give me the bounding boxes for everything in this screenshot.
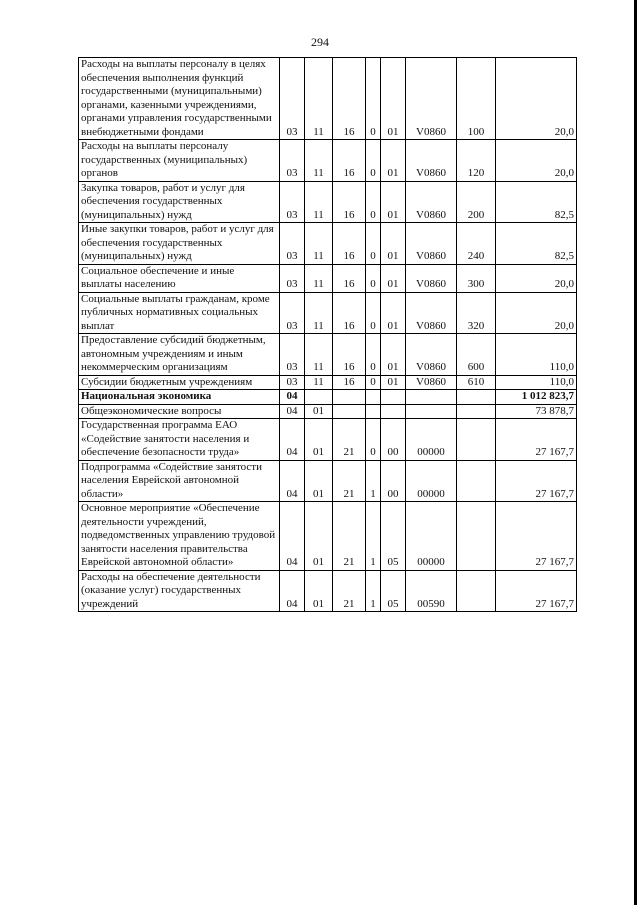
page-number: 294 [311, 35, 329, 49]
program-code-cell: 16 [333, 264, 366, 292]
program-code-cell [333, 404, 366, 419]
expense-type-cell: 120 [457, 140, 496, 182]
amount-cell: 20,0 [496, 58, 577, 140]
expense-type-cell [457, 404, 496, 419]
section-code-cell: 04 [280, 404, 305, 419]
section-code-cell: 03 [280, 140, 305, 182]
direction-code-cell: V0860 [406, 181, 457, 223]
direction-code-cell: 00000 [406, 502, 457, 571]
direction-code-cell: V0860 [406, 375, 457, 390]
activity-code-cell: 01 [381, 375, 406, 390]
activity-code-cell: 00 [381, 419, 406, 461]
section-code-cell: 03 [280, 334, 305, 376]
activity-code-cell: 01 [381, 223, 406, 265]
amount-cell: 110,0 [496, 334, 577, 376]
section-code-cell: 03 [280, 58, 305, 140]
expense-type-cell: 320 [457, 292, 496, 334]
subsection-code-cell: 11 [305, 181, 333, 223]
subprogram-code-cell: 0 [366, 419, 381, 461]
expense-type-cell: 300 [457, 264, 496, 292]
amount-cell: 20,0 [496, 264, 577, 292]
table-row [79, 223, 577, 265]
subprogram-code-cell: 1 [366, 502, 381, 571]
subsection-code-cell: 01 [305, 570, 333, 612]
row-name-cell: Закупка товаров, работ и услуг для обеспечения государственных (муниципальных) нужд [79, 181, 280, 223]
program-code-cell: 16 [333, 181, 366, 223]
amount-cell: 82,5 [496, 223, 577, 265]
table-row [79, 390, 577, 405]
section-code-cell: 04 [280, 570, 305, 612]
row-name-cell: Расходы на выплаты персоналу в целях обеспечения выполнения функций государственными (муниципальными) органами, казенными учреждениями, органами управления государственными внебюджетными фондами [79, 58, 280, 140]
table-row [79, 419, 577, 461]
row-name-cell: Иные закупки товаров, работ и услуг для обеспечения государственных (муниципальных) нужд [79, 223, 280, 265]
row-name-cell: Социальное обеспечение и иные выплаты населению [79, 264, 280, 292]
section-code-cell: 04 [280, 419, 305, 461]
activity-code-cell: 01 [381, 264, 406, 292]
subsection-code-cell: 11 [305, 292, 333, 334]
subprogram-code-cell: 0 [366, 375, 381, 390]
page-edge-rule [634, 0, 637, 905]
subprogram-code-cell: 0 [366, 264, 381, 292]
subsection-code-cell [305, 390, 333, 405]
amount-cell: 27 167,7 [496, 460, 577, 502]
table-row [79, 181, 577, 223]
table-row [79, 292, 577, 334]
row-name-cell: Национальная экономика [79, 390, 280, 405]
activity-code-cell: 01 [381, 58, 406, 140]
program-code-cell: 21 [333, 419, 366, 461]
program-code-cell: 21 [333, 570, 366, 612]
section-code-cell: 04 [280, 502, 305, 571]
expense-type-cell [457, 460, 496, 502]
program-code-cell: 16 [333, 292, 366, 334]
row-name-cell: Государственная программа ЕАО «Содействие занятости населения и обеспечение безопасности труда» [79, 419, 280, 461]
subsection-code-cell: 11 [305, 264, 333, 292]
program-code-cell: 21 [333, 460, 366, 502]
row-name-cell: Общеэкономические вопросы [79, 404, 280, 419]
activity-code-cell: 01 [381, 181, 406, 223]
subsection-code-cell: 01 [305, 460, 333, 502]
activity-code-cell: 01 [381, 334, 406, 376]
program-code-cell: 16 [333, 58, 366, 140]
subprogram-code-cell: 0 [366, 223, 381, 265]
amount-cell: 20,0 [496, 292, 577, 334]
row-name-cell: Подпрограмма «Содействие занятости населения Еврейской автономной области» [79, 460, 280, 502]
program-code-cell: 21 [333, 502, 366, 571]
amount-cell: 73 878,7 [496, 404, 577, 419]
subprogram-code-cell: 0 [366, 140, 381, 182]
direction-code-cell [406, 390, 457, 405]
subsection-code-cell: 01 [305, 502, 333, 571]
activity-code-cell: 05 [381, 570, 406, 612]
expense-type-cell [457, 570, 496, 612]
expense-type-cell [457, 390, 496, 405]
amount-cell: 110,0 [496, 375, 577, 390]
direction-code-cell: V0860 [406, 58, 457, 140]
program-code-cell: 16 [333, 334, 366, 376]
section-code-cell: 03 [280, 375, 305, 390]
expense-type-cell: 240 [457, 223, 496, 265]
section-code-cell: 03 [280, 223, 305, 265]
subsection-code-cell: 11 [305, 58, 333, 140]
program-code-cell: 16 [333, 223, 366, 265]
amount-cell: 20,0 [496, 140, 577, 182]
section-code-cell: 03 [280, 181, 305, 223]
expense-type-cell: 600 [457, 334, 496, 376]
table-row [79, 460, 577, 502]
activity-code-cell: 00 [381, 460, 406, 502]
expense-type-cell: 610 [457, 375, 496, 390]
subsection-code-cell: 01 [305, 419, 333, 461]
section-code-cell: 03 [280, 264, 305, 292]
activity-code-cell: 01 [381, 140, 406, 182]
row-name-cell: Социальные выплаты гражданам, кроме публичных нормативных социальных выплат [79, 292, 280, 334]
row-name-cell: Расходы на выплаты персоналу государственных (муниципальных) органов [79, 140, 280, 182]
subprogram-code-cell: 0 [366, 292, 381, 334]
section-code-cell: 04 [280, 390, 305, 405]
subprogram-code-cell: 1 [366, 570, 381, 612]
expense-type-cell [457, 502, 496, 571]
direction-code-cell: V0860 [406, 264, 457, 292]
activity-code-cell [381, 390, 406, 405]
table-row [79, 334, 577, 376]
direction-code-cell: V0860 [406, 223, 457, 265]
budget-table [78, 57, 577, 612]
amount-cell: 27 167,7 [496, 502, 577, 571]
amount-cell: 82,5 [496, 181, 577, 223]
amount-cell: 27 167,7 [496, 419, 577, 461]
direction-code-cell: V0860 [406, 292, 457, 334]
subprogram-code-cell: 1 [366, 460, 381, 502]
direction-code-cell: 00000 [406, 419, 457, 461]
subprogram-code-cell [366, 404, 381, 419]
table-row [79, 404, 577, 419]
activity-code-cell [381, 404, 406, 419]
direction-code-cell [406, 404, 457, 419]
subprogram-code-cell: 0 [366, 58, 381, 140]
table-row [79, 58, 577, 140]
table-row [79, 570, 577, 612]
amount-cell: 27 167,7 [496, 570, 577, 612]
program-code-cell: 16 [333, 140, 366, 182]
subprogram-code-cell: 0 [366, 181, 381, 223]
row-name-cell: Основное мероприятие «Обеспечение деятельности учреждений, подведомственных управлению трудовой занятости населения правительства Еврейской автономной области» [79, 502, 280, 571]
amount-cell: 1 012 823,7 [496, 390, 577, 405]
program-code-cell: 16 [333, 375, 366, 390]
table-row [79, 140, 577, 182]
direction-code-cell: V0860 [406, 334, 457, 376]
row-name-cell: Расходы на обеспечение деятельности (оказание услуг) государственных учреждений [79, 570, 280, 612]
expense-type-cell [457, 419, 496, 461]
row-name-cell: Предоставление субсидий бюджетным, автономным учреждениям и иным некоммерческим организациям [79, 334, 280, 376]
direction-code-cell: 00590 [406, 570, 457, 612]
subsection-code-cell: 11 [305, 223, 333, 265]
expense-type-cell: 100 [457, 58, 496, 140]
table-row [79, 502, 577, 571]
program-code-cell [333, 390, 366, 405]
subprogram-code-cell: 0 [366, 334, 381, 376]
direction-code-cell: V0860 [406, 140, 457, 182]
subsection-code-cell: 11 [305, 334, 333, 376]
row-name-cell: Субсидии бюджетным учреждениям [79, 375, 280, 390]
direction-code-cell: 00000 [406, 460, 457, 502]
table-row [79, 264, 577, 292]
expense-type-cell: 200 [457, 181, 496, 223]
section-code-cell: 03 [280, 292, 305, 334]
activity-code-cell: 05 [381, 502, 406, 571]
section-code-cell: 04 [280, 460, 305, 502]
subsection-code-cell: 11 [305, 140, 333, 182]
subsection-code-cell: 01 [305, 404, 333, 419]
subprogram-code-cell [366, 390, 381, 405]
activity-code-cell: 01 [381, 292, 406, 334]
subsection-code-cell: 11 [305, 375, 333, 390]
budget-table-body [79, 58, 577, 612]
table-row [79, 375, 577, 390]
